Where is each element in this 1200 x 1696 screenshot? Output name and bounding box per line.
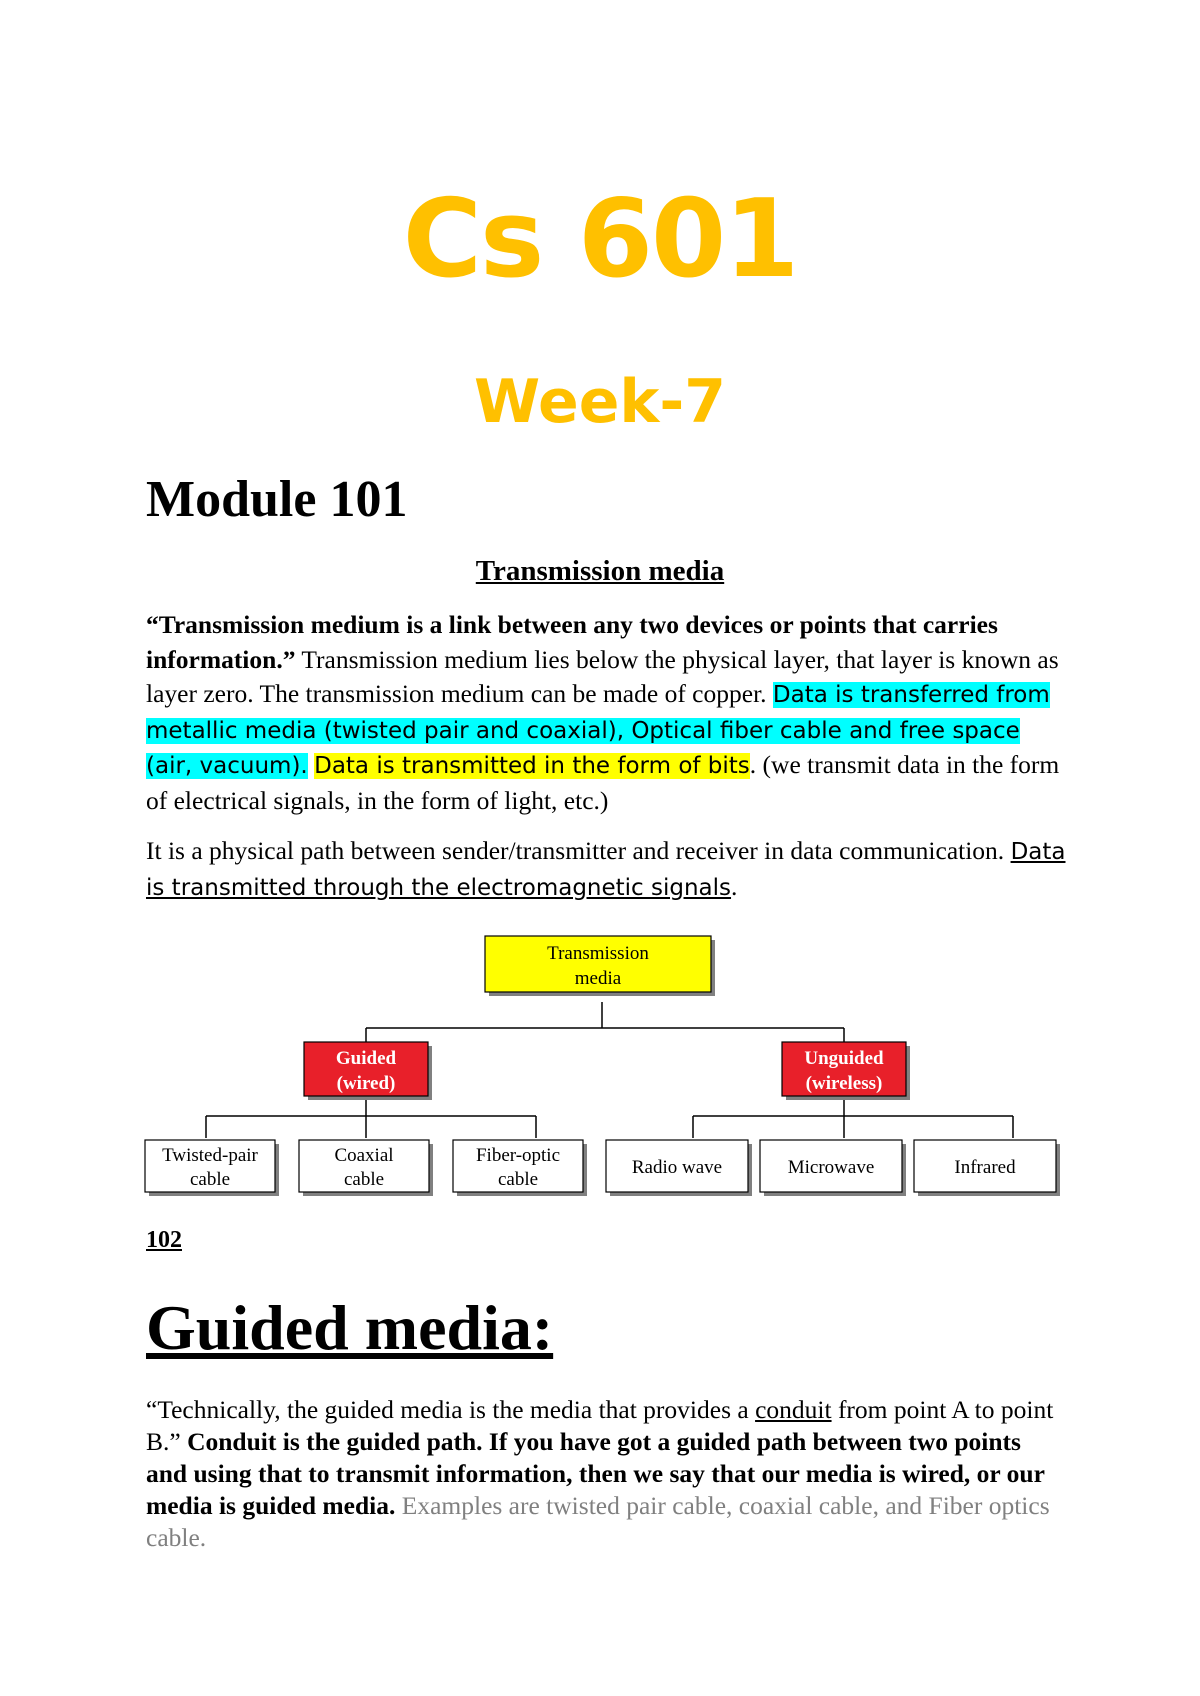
leaf-twisted-pair: [145, 1140, 279, 1196]
week-title: Week-7: [474, 367, 726, 437]
guided-label-line2: (wired): [336, 1073, 396, 1094]
leaf-radio-wave-label: Radio wave: [631, 1157, 723, 1178]
unguided-label-line2: (wireless): [805, 1073, 883, 1094]
root-node: [485, 936, 715, 996]
highlight-cyan-text: Data is transferred from metallic media (twisted pair and coaxial), Optical fiber cable and free space (air, vacuum).: [146, 682, 1050, 779]
unguided-node: [782, 1042, 910, 1100]
guided-quote-end: from point A to point B.”: [146, 1395, 1054, 1456]
guided-bold-text: Conduit is the guided path. If you have got a guided path between two points and using that to transmit information, then we say that our media is wired, or our media is guided media.: [146, 1427, 1045, 1520]
module-heading: Module 101: [146, 471, 408, 528]
leaf-infrared-label: Infrared: [954, 1157, 1016, 1178]
leaf-fiber-optic: [453, 1140, 587, 1196]
guided-node: [304, 1042, 432, 1100]
leaf-coaxial: [299, 1140, 433, 1196]
leaf-twisted-pair-line1: Twisted-pair: [162, 1145, 258, 1166]
leaf-twisted-pair-line2: cable: [189, 1169, 231, 1190]
course-title: Cs 601: [402, 177, 798, 302]
leaf-microwave-label: Microwave: [787, 1157, 875, 1178]
leaf-fiber-optic-line2: cable: [497, 1169, 539, 1190]
highlight-yellow-text: Data is transmitted in the form of bits: [314, 753, 750, 779]
root-label-line2: media: [574, 968, 622, 989]
conduit-word: conduit: [755, 1395, 832, 1424]
guided-media-heading: Guided media:: [146, 1292, 554, 1363]
leaf-fiber-optic-line1: Fiber-optic: [475, 1145, 561, 1166]
guided-examples-text: Examples are twisted pair cable, coaxial cable, and Fiber optics cable.: [146, 1491, 1050, 1552]
transmission-media-diagram: [140, 932, 1070, 1202]
paragraph-physical-path: [146, 834, 1066, 905]
paragraph-definition: [146, 608, 1066, 818]
leaf-radio-wave: [606, 1140, 752, 1196]
guided-quote-start: “Technically, the guided media is the media that provides a: [146, 1395, 756, 1424]
section-heading: Transmission media: [475, 555, 725, 587]
paragraph-guided-media: [146, 1394, 1066, 1554]
leaf-infrared: [914, 1140, 1060, 1196]
definition-quote: “Transmission medium is a link between any two devices or points that carries information.”: [146, 610, 998, 674]
physical-path-text: It is a physical path between sender/transmitter and receiver in data communication.: [146, 836, 1011, 865]
definition-text: Transmission medium lies below the physical layer, that layer is known as layer zero. The transmission medium can be made of copper.: [146, 644, 1059, 708]
underlined-text: Data is transmitted through the electromagnetic signals: [146, 839, 1066, 901]
definition-text-end: . (we transmit data in the form of electrical signals, in the form of light, etc.): [146, 750, 1060, 815]
leaf-coaxial-line1: Coaxial: [334, 1145, 394, 1166]
guided-label-line1: Guided: [335, 1048, 397, 1069]
leaf-microwave: [760, 1140, 906, 1196]
root-label-line1: Transmission: [547, 943, 649, 964]
period: .: [731, 871, 738, 901]
unguided-label-line1: Unguided: [804, 1048, 884, 1069]
leaf-coaxial-line2: cable: [343, 1169, 385, 1190]
section-number: 102: [146, 1227, 182, 1253]
